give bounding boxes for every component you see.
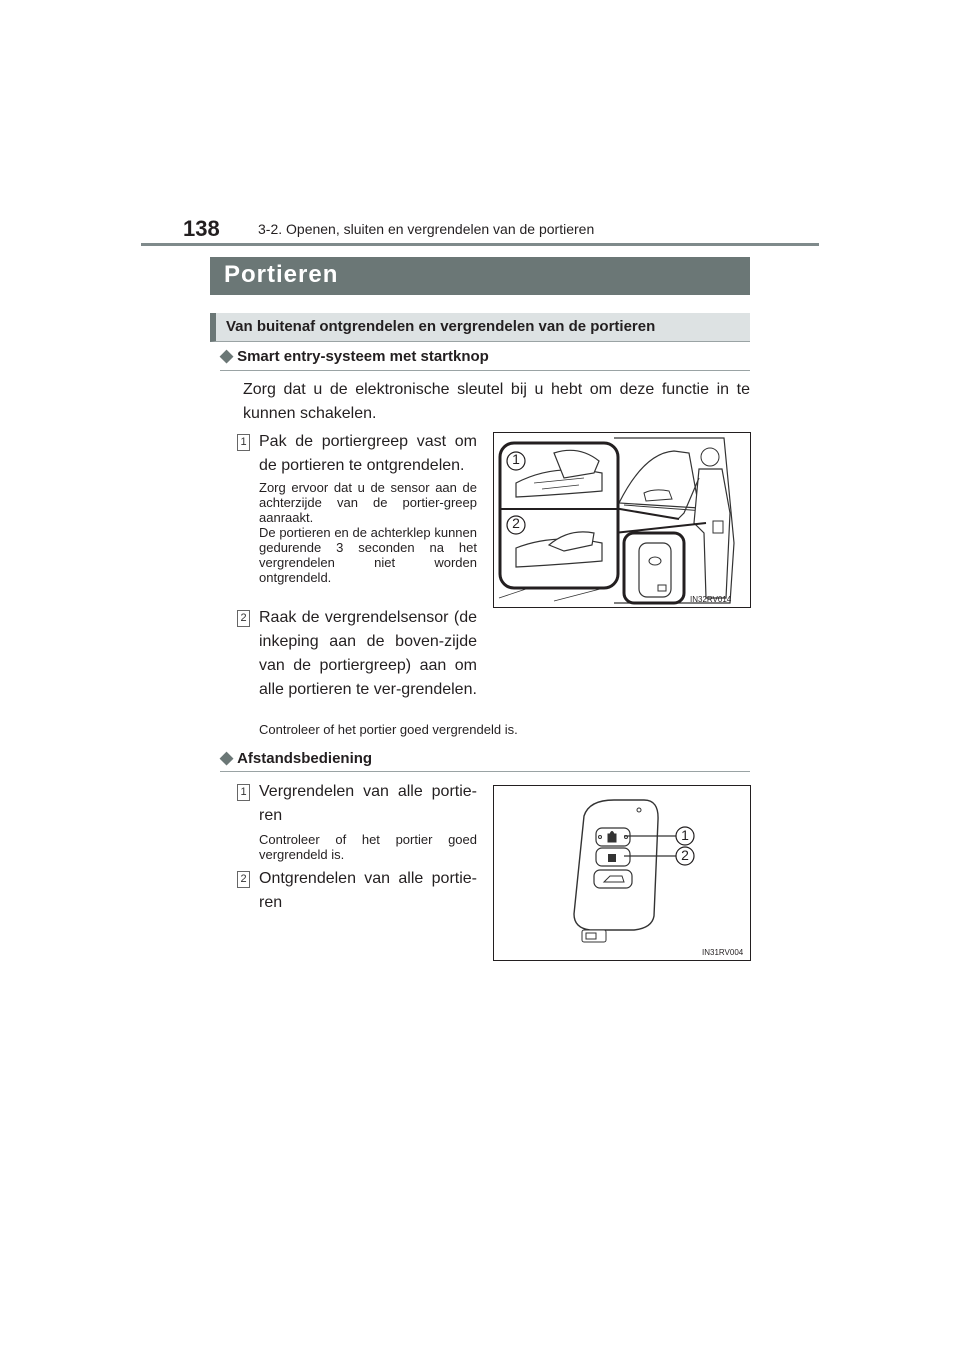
figure-callout-1: 1 xyxy=(512,451,520,467)
remote-step-1-note: Controleer of het portier goed vergrendeld is. xyxy=(259,832,477,862)
step-number-badge: 1 xyxy=(237,434,250,451)
remote-step-2: Ontgrendelen van alle portie-ren xyxy=(259,870,477,911)
smart-entry-step-1: Pak de portiergreep vast om de portieren te ontgrendelen. xyxy=(259,433,477,474)
smart-entry-step-2-note: Controleer of het portier goed vergrendeld is. xyxy=(259,722,518,737)
remote-heading-text: Afstandsbediening xyxy=(237,750,373,767)
figure-code: IN32RV014 xyxy=(690,595,732,604)
step-number-badge: 2 xyxy=(237,871,250,888)
page-number: 138 xyxy=(183,216,220,241)
heading-rule xyxy=(220,771,750,772)
step-number-badge: 2 xyxy=(237,610,250,627)
figure-callout-2: 2 xyxy=(681,847,689,863)
figure-callout-1: 1 xyxy=(681,827,689,843)
remote-heading xyxy=(220,748,372,768)
smart-entry-intro: Zorg dat u de elektronische sleutel bij u hebt om deze functie in te kunnen schakelen. xyxy=(243,381,750,422)
smart-entry-step-1-note: Zorg ervoor dat u de sensor aan de achterzijde van de portier-greep aanraakt. De portieren en de achterklep kunnen gedurende 3 seconden na het vergrendelen niet worden ontgrendeld. xyxy=(259,480,477,585)
remote-step-1: Vergrendelen van alle portie-ren xyxy=(259,783,477,824)
remote-key-illustration xyxy=(494,786,750,960)
subsection-title: Van buitenaf ontgrendelen en vergrendelen van de portieren xyxy=(210,313,750,342)
remote-key-figure xyxy=(493,785,751,961)
door-handle-illustration xyxy=(494,433,750,607)
smart-entry-heading xyxy=(220,346,489,366)
header-rule xyxy=(141,243,819,246)
door-handle-figure xyxy=(493,432,751,608)
diamond-bullet-icon: ◆ xyxy=(220,346,234,365)
step-number-badge: 1 xyxy=(237,784,250,801)
smart-entry-heading-text: Smart entry-systeem met startknop xyxy=(237,348,489,365)
page-title: Portieren xyxy=(210,257,750,295)
heading-rule xyxy=(220,370,750,371)
section-header: 3-2. Openen, sluiten en vergrendelen van de portieren xyxy=(258,221,595,237)
figure-code: IN31RV004 xyxy=(702,948,744,957)
smart-entry-step-2: Raak de vergrendelsensor (de inkeping aan de boven-zijde van de portiergreep) aan om alle portieren te ver-grendelen. xyxy=(259,609,477,698)
figure-callout-2: 2 xyxy=(512,515,520,531)
diamond-bullet-icon: ◆ xyxy=(220,748,234,767)
